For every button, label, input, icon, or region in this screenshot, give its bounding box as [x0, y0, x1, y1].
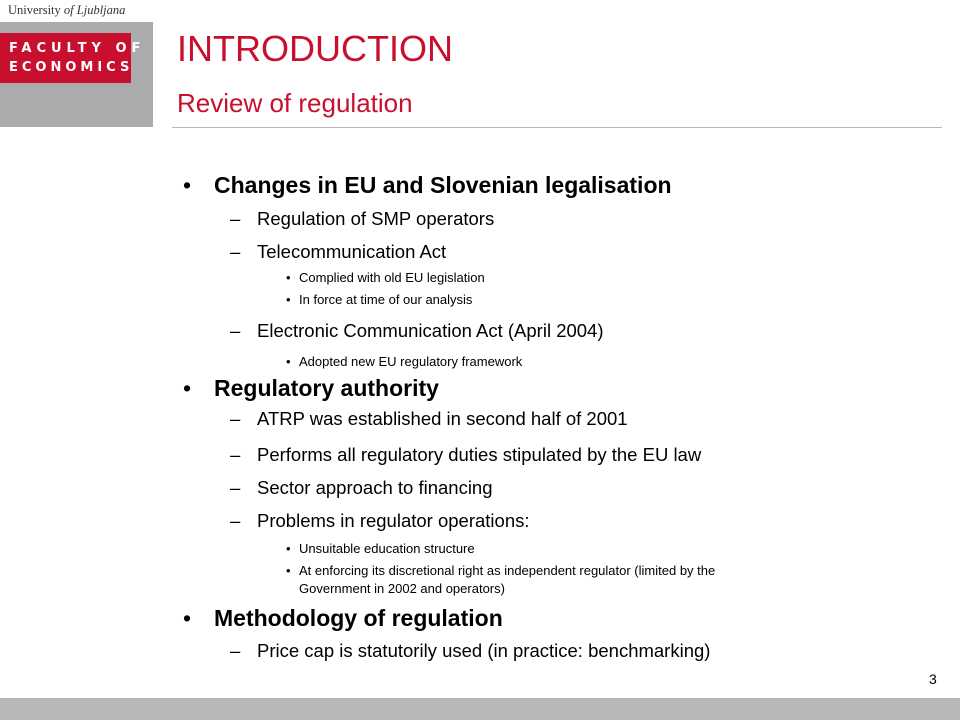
slide-title: INTRODUCTION: [177, 28, 453, 69]
university-banner: [0, 0, 153, 22]
bullet-marker: –: [230, 477, 241, 498]
bullet-level-3-text: Unsuitable education structure: [299, 541, 475, 556]
faculty-line-1: FACULTY OF: [9, 41, 146, 56]
bullet-marker: •: [286, 270, 291, 285]
bullet-marker: –: [230, 208, 241, 229]
bullet-level-2-text: Sector approach to financing: [257, 477, 493, 498]
bullet-level-2-text: Problems in regulator operations:: [257, 510, 530, 531]
bullet-marker: –: [230, 510, 241, 531]
bullet-level-2-text: Price cap is statutorily used (in practice: benchmarking): [257, 640, 711, 661]
slide-subtitle: Review of regulation: [177, 88, 413, 118]
page-number: 3: [929, 671, 937, 687]
bullet-level-1-text: Regulatory authority: [214, 375, 439, 401]
faculty-line-2: ECONOMICS: [9, 60, 134, 75]
bullet-marker: •: [183, 375, 192, 401]
bullet-marker: •: [286, 541, 291, 556]
bullet-marker: •: [286, 292, 291, 307]
university-name: University of Ljubljana: [8, 3, 126, 17]
faculty-logo: [0, 0, 153, 127]
bullet-level-3-text: At enforcing its discretional right as independent regulator (limited by the: [299, 563, 716, 578]
faculty-badge: [0, 33, 146, 83]
bullet-level-2-text: Performs all regulatory duties stipulated by the EU law: [257, 444, 702, 465]
bullet-level-2-text: Regulation of SMP operators: [257, 208, 495, 229]
bullet-marker: •: [286, 354, 291, 369]
bullet-level-3-text: Complied with old EU legislation: [299, 270, 485, 285]
bullet-level-2-text: Electronic Communication Act (April 2004): [257, 320, 604, 341]
bullet-level-1-text: Methodology of regulation: [214, 605, 503, 631]
bullet-marker: –: [230, 640, 241, 661]
bullet-level-2-text: Telecommunication Act: [257, 241, 447, 262]
bullet-level-3-text: Adopted new EU regulatory framework: [299, 354, 523, 369]
footer-bar: [0, 698, 960, 720]
bullet-marker: •: [183, 172, 192, 198]
bullet-marker: –: [230, 320, 241, 341]
bullet-level-1-text: Changes in EU and Slovenian legalisation: [214, 172, 672, 198]
bullet-marker: –: [230, 408, 241, 429]
bullet-marker: –: [230, 241, 241, 262]
bullet-level-2-text: ATRP was established in second half of 2001: [257, 408, 628, 429]
bullet-level-3-text: In force at time of our analysis: [299, 292, 473, 307]
bullet-marker: •: [286, 563, 291, 578]
bullet-marker: •: [183, 605, 192, 631]
bullet-level-3-text: Government in 2002 and operators): [299, 581, 505, 596]
title-divider: [172, 127, 942, 128]
bullet-marker: –: [230, 444, 241, 465]
